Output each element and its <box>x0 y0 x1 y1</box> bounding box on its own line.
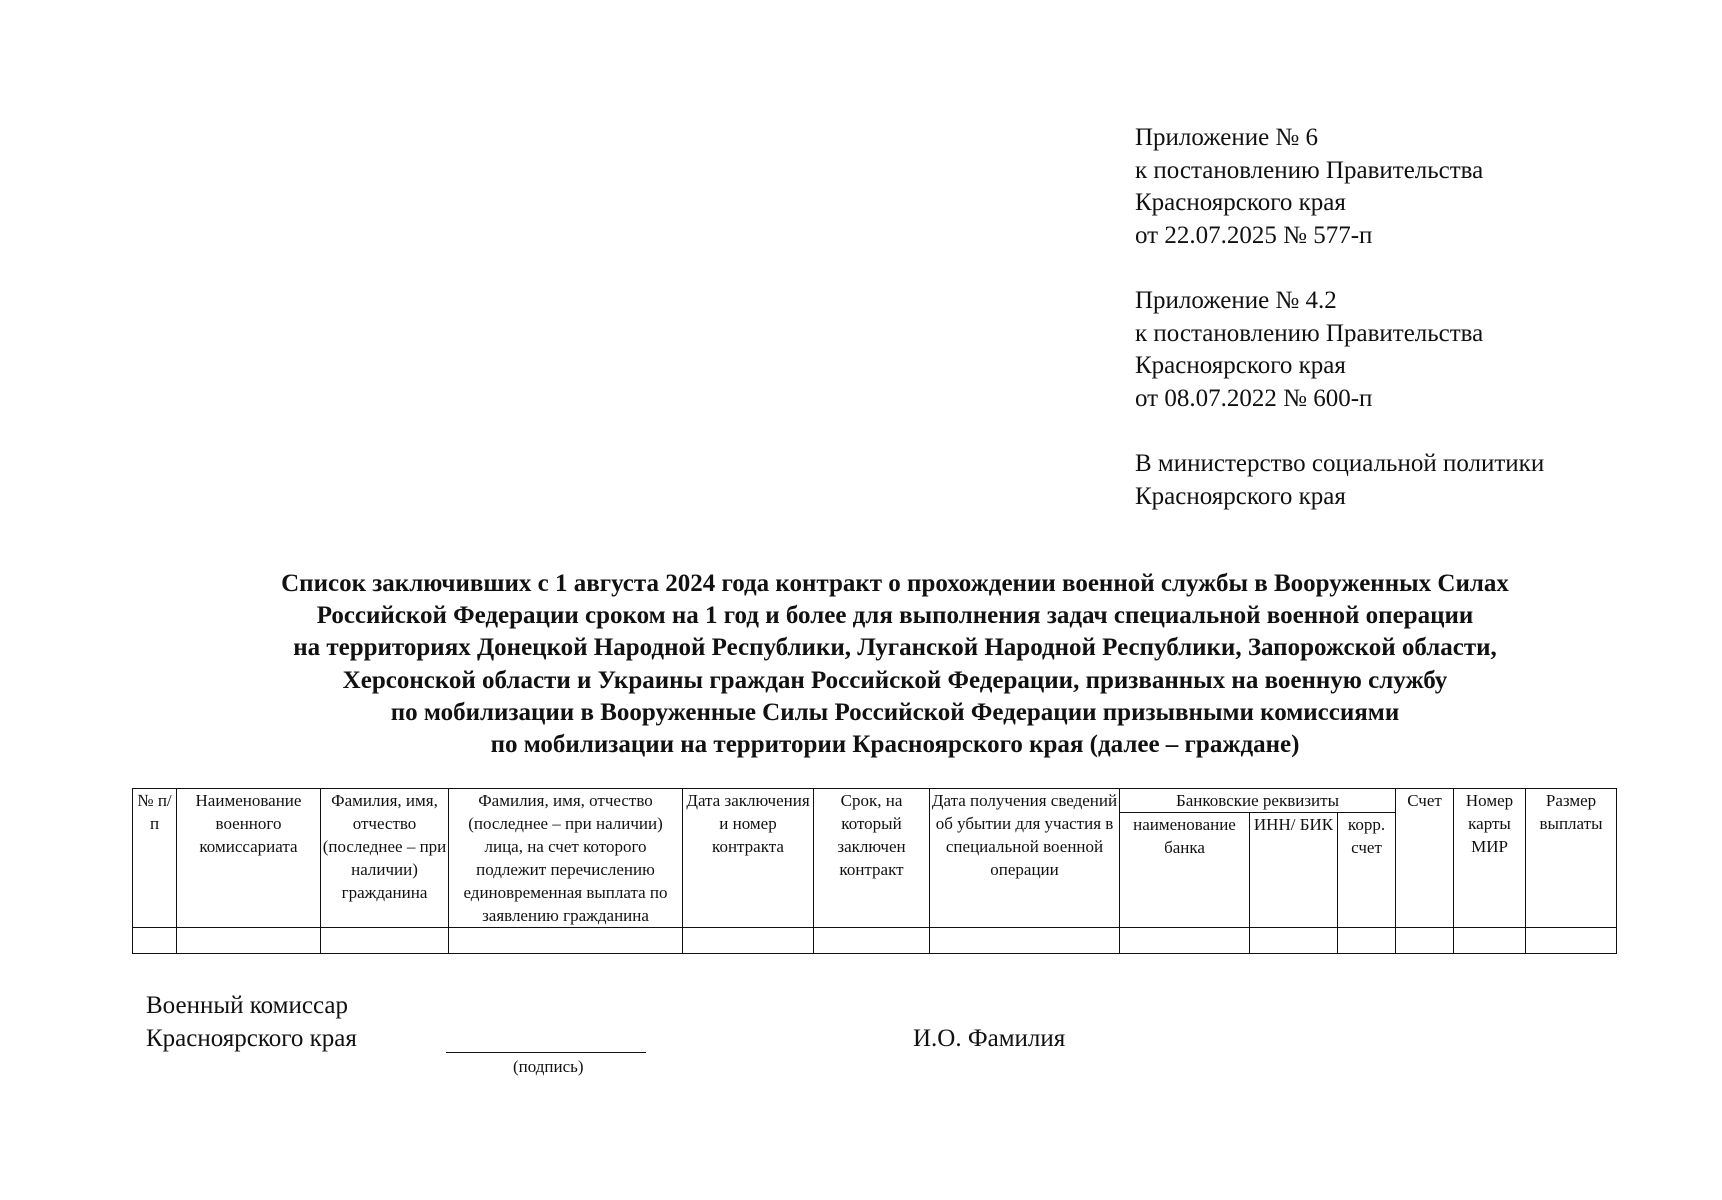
recipient-block <box>1135 448 1544 513</box>
appendix-6-block <box>1135 122 1483 252</box>
table-cell <box>814 928 930 954</box>
table-row <box>133 928 1617 954</box>
recipient-line1: В министерство социальной политики <box>1135 450 1545 477</box>
appendix-6-line4: от 22.07.2025 № 577-п <box>1135 221 1373 249</box>
table-cell <box>177 928 321 954</box>
table-cell <box>1526 928 1617 954</box>
signature-line <box>446 1052 646 1053</box>
col-header-account: Счет <box>1396 789 1454 928</box>
appendix-4-2-block <box>1135 285 1483 415</box>
table-cell <box>449 928 683 954</box>
title-line: по мобилизации на территории Красноярского края (далее – граждане) <box>490 731 1300 759</box>
document-title <box>130 568 1660 761</box>
signatory-position-line1: Военный комиссар <box>146 992 348 1019</box>
table-cell <box>1338 928 1396 954</box>
table-cell <box>1396 928 1454 954</box>
appendix-4-2-line4: от 08.07.2022 № 600-п <box>1135 384 1373 412</box>
appendix-4-2-line3: Красноярского края <box>1135 352 1346 379</box>
table-cell <box>321 928 449 954</box>
signatory-name: И.О. Фамилия <box>913 1025 1066 1052</box>
col-header-bank-details: Банковские реквизиты <box>1120 789 1396 813</box>
col-header-corr-account: корр. счет <box>1338 813 1396 928</box>
appendix-4-2-line1: Приложение № 4.2 <box>1135 287 1337 314</box>
table-cell <box>1454 928 1526 954</box>
col-header-departure-date: Дата получения сведений об убытии для участия в специальной военной операции <box>930 789 1120 928</box>
title-line: по мобилизации в Вооруженные Силы Российской Федерации призывными комиссиями <box>390 698 1400 726</box>
col-header-commissariat: Наименование военного комиссариата <box>177 789 321 928</box>
appendix-6-line3: Красноярского края <box>1135 189 1346 216</box>
col-header-payee-name: Фамилия, имя, отчество (последнее – при наличии) лица, на счет которого подлежит перечислению единовременная выплата по заявлению гражданина <box>449 789 683 928</box>
appendix-6-line1: Приложение № 6 <box>1135 124 1319 151</box>
col-header-num: № п/п <box>133 789 177 928</box>
table-cell <box>1120 928 1250 954</box>
table-cell <box>683 928 814 954</box>
recipients-table <box>132 788 1617 954</box>
col-header-bank-name: наименование банка <box>1120 813 1250 928</box>
title-line: Херсонской области и Украины граждан Российской Федерации, призванных на военную службу <box>342 666 1448 694</box>
table-cell <box>930 928 1120 954</box>
col-header-inn-bik: ИНН/ БИК <box>1250 813 1338 928</box>
col-header-mir-card: Номер карты МИР <box>1454 789 1526 928</box>
signatory-position <box>146 990 357 1055</box>
col-header-contract-term: Срок, на который заключен контракт <box>814 789 930 928</box>
col-header-payment-amount: Размер выплаты <box>1526 789 1617 928</box>
appendix-6-line2: к постановлению Правительства <box>1135 156 1484 184</box>
appendix-4-2-line2: к постановлению Правительства <box>1135 319 1484 347</box>
signatory-position-line2: Красноярского края <box>146 1024 357 1052</box>
table-cell <box>1250 928 1338 954</box>
title-line: Российской Федерации сроком на 1 год и более для выполнения задач специальной военной операции <box>316 602 1474 630</box>
recipient-line2: Красноярского края <box>1135 482 1346 510</box>
title-line: Список заключивших с 1 августа 2024 года контракт о прохождении военной службы в Вооруженных Силах <box>281 570 1509 597</box>
title-line: на территориях Донецкой Народной Республики, Луганской Народной Республики, Запорожской области, <box>293 634 1497 662</box>
col-header-contract-date: Дата заключения и номер контракта <box>683 789 814 928</box>
table-cell <box>133 928 177 954</box>
table-header-row <box>133 789 1617 813</box>
signature-caption: (подпись) <box>513 1057 584 1076</box>
col-header-citizen-name: Фамилия, имя, отчество (последнее – при наличии) гражданина <box>321 789 449 928</box>
